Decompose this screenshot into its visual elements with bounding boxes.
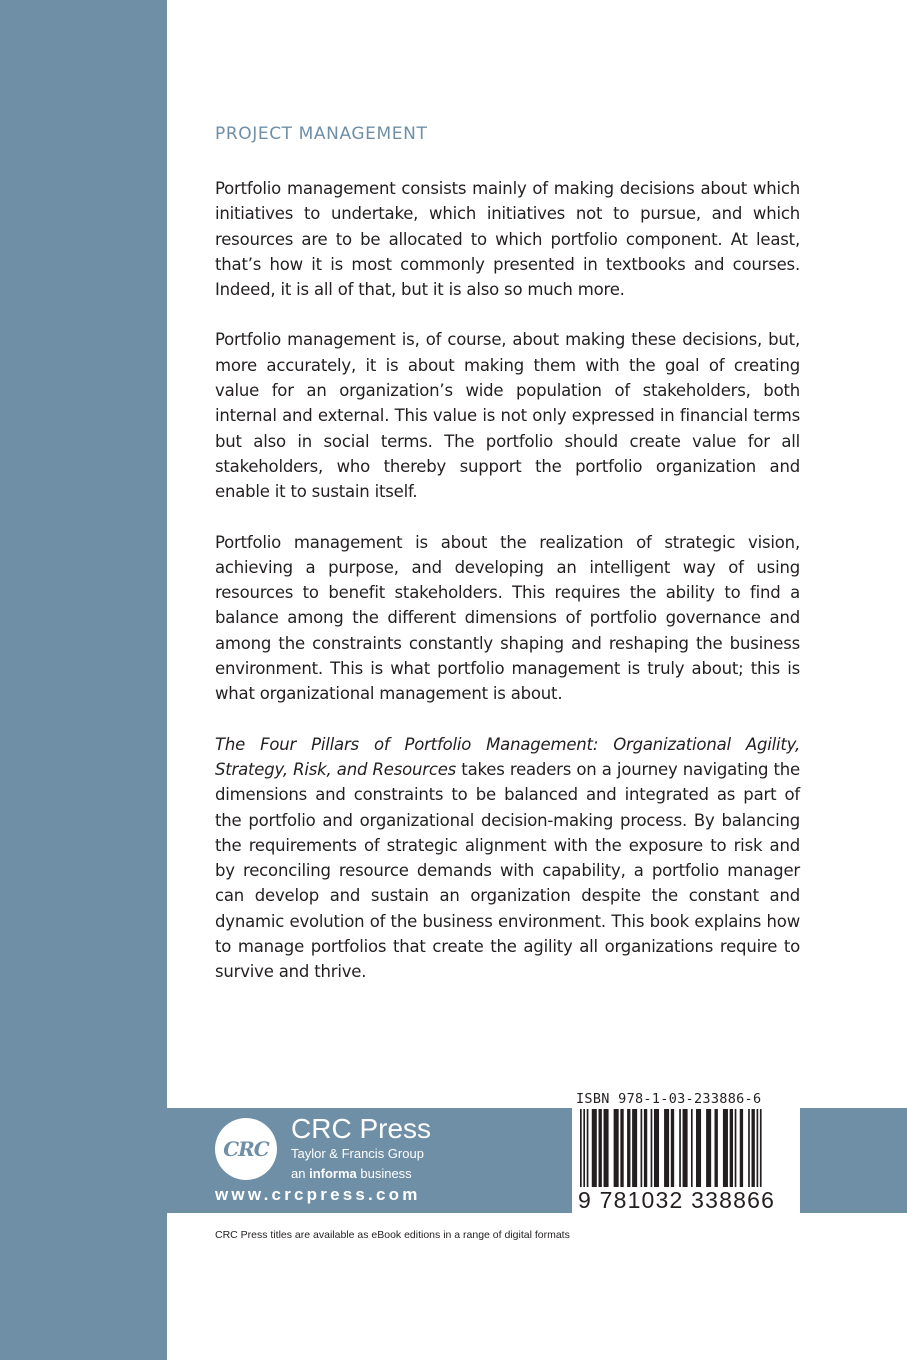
category-label: PROJECT MANAGEMENT bbox=[215, 124, 428, 144]
barcode-bar bbox=[632, 1109, 637, 1187]
barcode-bar bbox=[654, 1109, 659, 1187]
informa-brand: informa bbox=[309, 1166, 357, 1181]
back-cover-blurb bbox=[215, 176, 800, 985]
barcode-bar bbox=[691, 1109, 693, 1187]
publisher-group: Taylor & Francis Group bbox=[291, 1146, 424, 1161]
blurb-paragraph-4-body: takes readers on a journey navigating the dimensions and constraints to be balanced and integrated as part of the portfolio and organizational decision-making process. By balancing the requirements of strategic alignment with the exposure to risk and by reconciling resource demands with capability, a portfolio manager can develop and sustain an organization despite the constant and dynamic evolution of the business environment. This book explains how to manage portfolios that create the agility all organizations require to survive and thrive. bbox=[215, 759, 800, 982]
barcode-bar bbox=[671, 1109, 674, 1187]
barcode-bar bbox=[627, 1109, 630, 1187]
blurb-paragraph-3: Portfolio management is about the realization of strategic vision, achieving a purpose, and developing an intelligent way of using resources to benefit stakeholders. This requires the ability to find a balance among the different dimensions of portfolio governance and among the constraints constantly shaping and reshaping the business environment. This is what portfolio management is truly about; this is what organizational management is about. bbox=[215, 532, 800, 704]
barcode-bar bbox=[696, 1109, 701, 1187]
barcode-bar bbox=[730, 1109, 733, 1187]
barcode-bar bbox=[599, 1109, 602, 1187]
book-title: The Four Pillars of Portfolio Management: Organizational Agility, Strategy, Risk, and Resources bbox=[215, 734, 800, 779]
barcode-bar bbox=[723, 1109, 728, 1187]
barcode-bar bbox=[752, 1109, 755, 1187]
isbn-label: ISBN 978-1-03-233886-6 bbox=[576, 1091, 762, 1107]
barcode-bar bbox=[664, 1109, 669, 1187]
barcode-bar bbox=[614, 1109, 619, 1187]
blurb-paragraph-2: Portfolio management is, of course, about making these decisions, but, more accurately, it is about making them with the goal of creating value for an organization’s wide population of stakeholders, both internal and external. This value is not only expressed in financial terms but also in social terms. The portfolio should create value for all stakeholders, who thereby support the portfolio organization and enable it to sustain itself. bbox=[215, 330, 800, 502]
barcode-bar bbox=[620, 1109, 623, 1187]
informa-prefix: an bbox=[291, 1166, 310, 1181]
barcode-bar bbox=[683, 1109, 688, 1187]
crc-logo-text: CRC bbox=[223, 1137, 269, 1161]
barcode-bar bbox=[715, 1109, 718, 1187]
barcode-bar bbox=[587, 1109, 589, 1187]
barcode-bar bbox=[592, 1109, 597, 1187]
barcode-bar bbox=[651, 1109, 653, 1187]
barcode-bar bbox=[679, 1109, 681, 1187]
publisher-url[interactable]: www.crcpress.com bbox=[215, 1185, 421, 1204]
ebook-footnote: CRC Press titles are available as eBook editions in a range of digital formats bbox=[215, 1229, 570, 1241]
publisher-name: CRC Press bbox=[291, 1113, 432, 1144]
barcode-bar bbox=[706, 1109, 711, 1187]
barcode-digits: 9 781032 338866 bbox=[578, 1187, 781, 1214]
blurb-paragraph-4 bbox=[215, 732, 800, 985]
informa-suffix: business bbox=[356, 1166, 412, 1181]
barcode-bar bbox=[644, 1109, 647, 1187]
barcode-bar bbox=[641, 1109, 643, 1187]
barcode-bar bbox=[735, 1109, 737, 1187]
blurb-paragraph-1: Portfolio management consists mainly of making decisions about which initiatives to undertake, which initiatives not to pursue, and which resources are to be allocated to which portfolio component. At least, that’s how it is most commonly presented in textbooks and courses. Indeed, it is all of that, but it is also so much more. bbox=[215, 179, 800, 300]
crc-logo bbox=[215, 1118, 277, 1180]
publisher-informa bbox=[291, 1166, 412, 1181]
barcode-bar bbox=[604, 1109, 609, 1187]
spine-band bbox=[0, 0, 167, 1360]
barcode-bar bbox=[740, 1109, 743, 1187]
barcode-bar bbox=[748, 1109, 750, 1187]
